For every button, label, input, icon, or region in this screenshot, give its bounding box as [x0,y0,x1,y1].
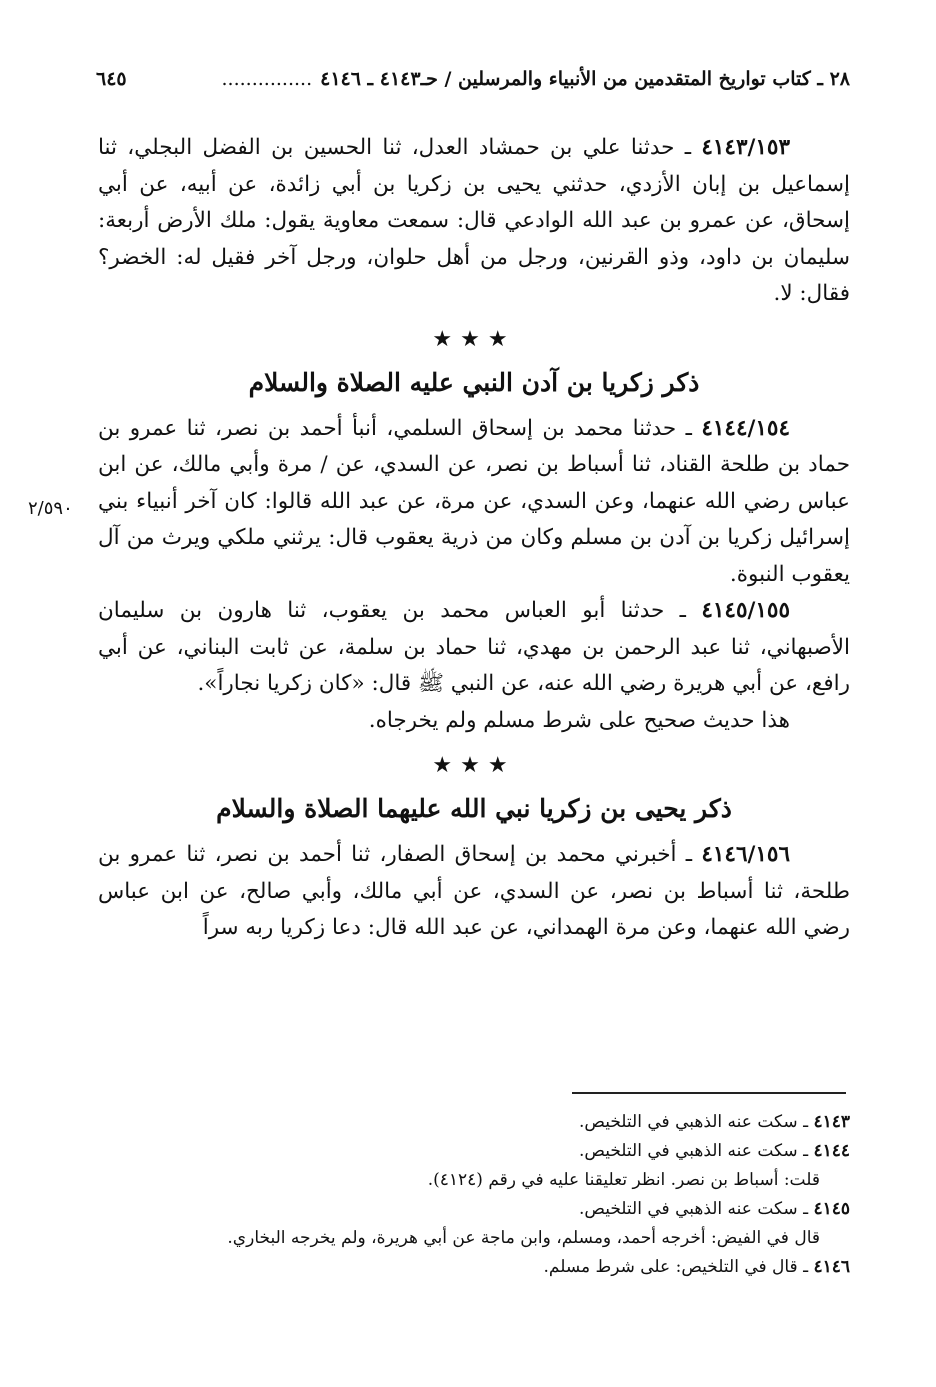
section-divider-stars: ★★★ [432,753,516,778]
section-title: ذكر يحيى بن زكريا نبي الله عليهما الصلاة والسلام [216,794,732,823]
footnote-text: ـ سكت عنه الذهبي في التلخيص. [578,1112,814,1132]
footnote-comment [98,1224,850,1253]
footnote [98,1137,850,1166]
footnote-text: قلت: أسباط بن نصر. انظر تعليقنا عليه في رقم (٤١٢٤). [427,1170,820,1190]
footnote-comment [98,1166,850,1195]
footnote [98,1253,850,1282]
hadith-paragraph [98,411,850,594]
footnotes [98,1108,850,1282]
hadith-text: ـ أخبرني محمد بن إسحاق الصفار، ثنا أحمد بن نصر، ثنا عمرو بن طلحة، ثنا أسباط بن نصر، عن السدي، عن أبي مالك، وأبي صالح، عن ابن عباس رضي الله عنهما، وعن مرة الهمداني، عن عبد الله قال: دعا زكريا ربه سراً [98,842,850,940]
hadith-paragraph [98,837,850,947]
header-title: ٢٨ ـ كتاب تواريخ المتقدمين من الأنبياء والمرسلين / حـ٤١٤٣ ـ ٤١٤٦ [320,68,850,90]
hadith-number: ٤١٤٣/١٥٣ [701,135,790,160]
hadith-number: ٤١٤٤/١٥٤ [701,415,790,441]
footnote-text: ـ سكت عنه الذهبي في التلخيص. [578,1199,814,1219]
footnote [98,1195,850,1224]
footnote-number: ٤١٤٣ [813,1112,850,1132]
section-divider-stars: ★★★ [432,326,516,352]
footnote-number: ٤١٤٤ [813,1141,850,1161]
footnote-number: ٤١٤٦ [813,1257,850,1277]
page-number: ٦٤٥ [96,68,127,90]
hadith-paragraph [98,593,850,703]
hadith-text: ـ حدثنا علي بن حمشاد العدل، ثنا الحسين بن الفضل البجلي، ثنا إسماعيل بن إبان الأزدي، حدثني يحيى بن زكريا بن أبي زائدة، عن أبيه، عن أبي إسحاق، عن عمرو بن عبد الله الوادعي قال: سمعت معاوية يقول: ملك الأرض أربعة: سليمان بن داود، وذو القرنين، ورجل من أهل حلوان، ورجل آخر فقيل له: الخضر؟ فقال: لا. [98,135,850,306]
footnote [98,1108,850,1137]
main-text [98,130,850,947]
footnote-separator [572,1092,846,1094]
header-dots: ............... [221,68,313,90]
running-header [96,64,850,94]
footnote-text: ـ قال في التلخيص: على شرط مسلم. [543,1257,814,1277]
footnote-text: ـ سكت عنه الذهبي في التلخيص. [578,1141,814,1161]
section-title: ذكر زكريا بن آدن النبي عليه الصلاة والسلام [248,367,700,397]
hadith-text: ـ حدثنا محمد بن إسحاق السلمي، أنبأ أحمد بن نصر، ثنا عمرو بن حماد بن طلحة القناد، ثنا أسباط بن نصر، عن السدي، عن / مرة وأبي مالك، عن ابن عباس رضي الله عنهما، وعن السدي، عن مرة، عن عبد الله قالوا: كان آخر أنبياء بني إسرائيل زكريا بن آدن بن مسلم وكان من ذرية يعقوب قال: يرثني ملكي ويرث من آل يعقوب النبوة. [98,415,850,587]
hadith-number: ٤١٤٥/١٥٥ [701,598,790,623]
hadith-number: ٤١٤٦/١٥٦ [701,842,790,867]
hadith-paragraph [98,130,850,313]
margin-reference: ٢/٥٩٠ [28,498,73,519]
footnote-text: قال في الفيض: أخرجه أحمد، ومسلم، وابن ماجة عن أبي هريرة، ولم يخرجه البخاري. [227,1228,820,1248]
hadith-grading-note: هذا حديث صحيح على شرط مسلم ولم يخرجاه. [368,707,790,733]
footnote-number: ٤١٤٥ [813,1199,850,1219]
hadith-text: ـ حدثنا أبو العباس محمد بن يعقوب، ثنا هارون بن سليمان الأصبهاني، ثنا عبد الرحمن بن مهدي، ثنا حماد بن سلمة، عن ثابت البناني، عن أبي رافع، عن أبي هريرة رضي الله عنه، عن النبي ﷺ قال: «كان زكريا نجاراً». [98,598,850,696]
